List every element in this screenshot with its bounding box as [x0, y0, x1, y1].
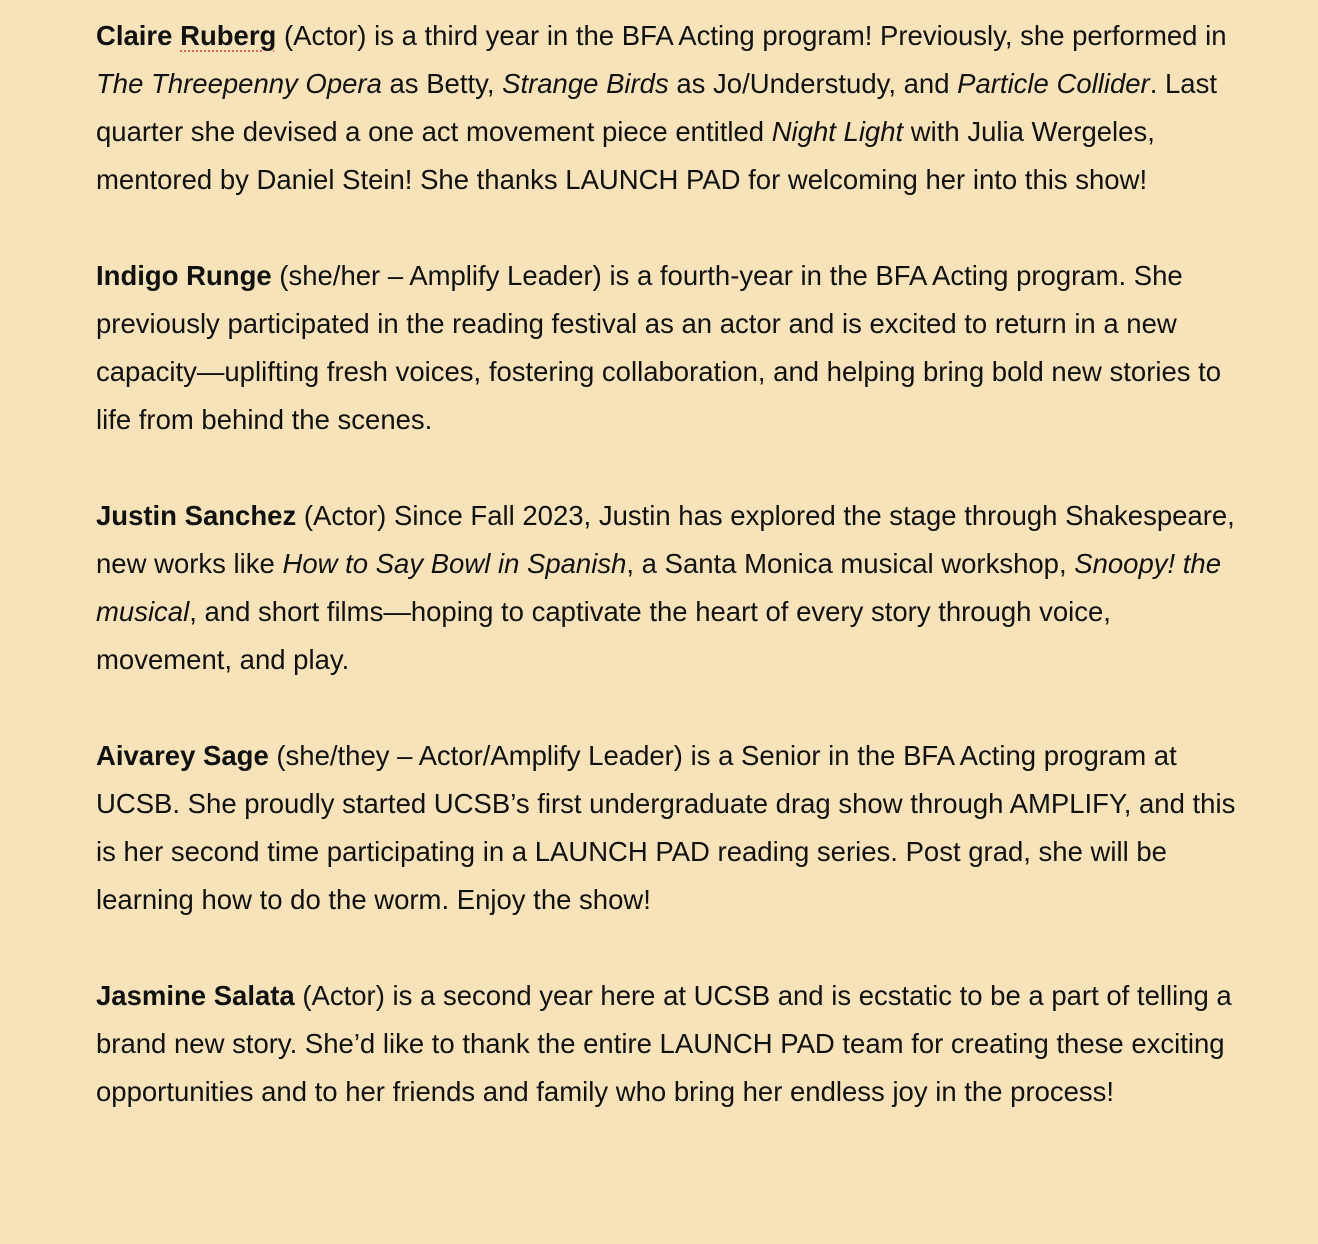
show-title: Strange Birds [502, 68, 669, 99]
show-title: Snoopy! the musical [96, 548, 1222, 627]
bio-text: , and short films—hoping to captivate the heart of every story through voice, movement, and play. [96, 596, 1111, 675]
bio-name: Jasmine Salata [96, 980, 295, 1011]
bio-name: Aivarey Sage [96, 740, 269, 771]
spellcheck-flagged-word[interactable]: Ruberg [180, 20, 277, 51]
bio-jasmine-salata[interactable] [96, 972, 1236, 1116]
bio-text: , a Santa Monica musical workshop, [626, 548, 1075, 579]
bio-text: with Julia Wergeles, mentored by Daniel Stein! She thanks LAUNCH PAD for welcoming her into this show! [96, 116, 1155, 195]
bio-text: (Actor) is a third year in the BFA Acting program! Previously, she performed in [276, 20, 1227, 51]
bio-name: Claire Ruberg [96, 20, 277, 51]
bio-claire-ruberg[interactable] [96, 12, 1236, 204]
show-title: Particle Collider [957, 68, 1150, 99]
bio-name: Justin Sanchez [96, 500, 297, 531]
show-title: The Threepenny Opera [96, 68, 382, 99]
bio-text: (Actor) Since Fall 2023, Justin has explored the stage through Shakespeare, new works like [96, 500, 1235, 579]
bio-indigo-runge[interactable] [96, 252, 1236, 444]
bio-text: as Betty, [381, 68, 503, 99]
bio-text: (she/her – Amplify Leader) is a fourth-year in the BFA Acting program. She previously participated in the reading festival as an actor and is excited to return in a new capacity—uplifting fresh voices, fostering collaboration, and helping bring bold new stories to life from behind the scenes. [96, 260, 1222, 435]
bio-text: as Jo/Understudy, and [668, 68, 958, 99]
bio-justin-sanchez[interactable] [96, 492, 1236, 684]
bio-aivarey-sage[interactable] [96, 732, 1236, 924]
bio-text: (Actor) is a second year here at UCSB and is ecstatic to be a part of telling a brand new story. She’d like to thank the entire LAUNCH PAD team for creating these exciting opportunities and to her friends and family who bring her endless joy in the process! [96, 980, 1232, 1107]
bio-name: Indigo Runge [96, 260, 272, 291]
show-title: Night Light [771, 116, 904, 147]
bio-text: . Last quarter she devised a one act movement piece entitled [96, 68, 1217, 147]
bio-text: (she/they – Actor/Amplify Leader) is a Senior in the BFA Acting program at UCSB. She proudly started UCSB’s first undergraduate drag show through AMPLIFY, and this is her second time participating in a LAUNCH PAD reading series. Post grad, she will be learning how to do the worm. Enjoy the show! [96, 740, 1236, 915]
show-title: How to Say Bowl in Spanish [282, 548, 627, 579]
